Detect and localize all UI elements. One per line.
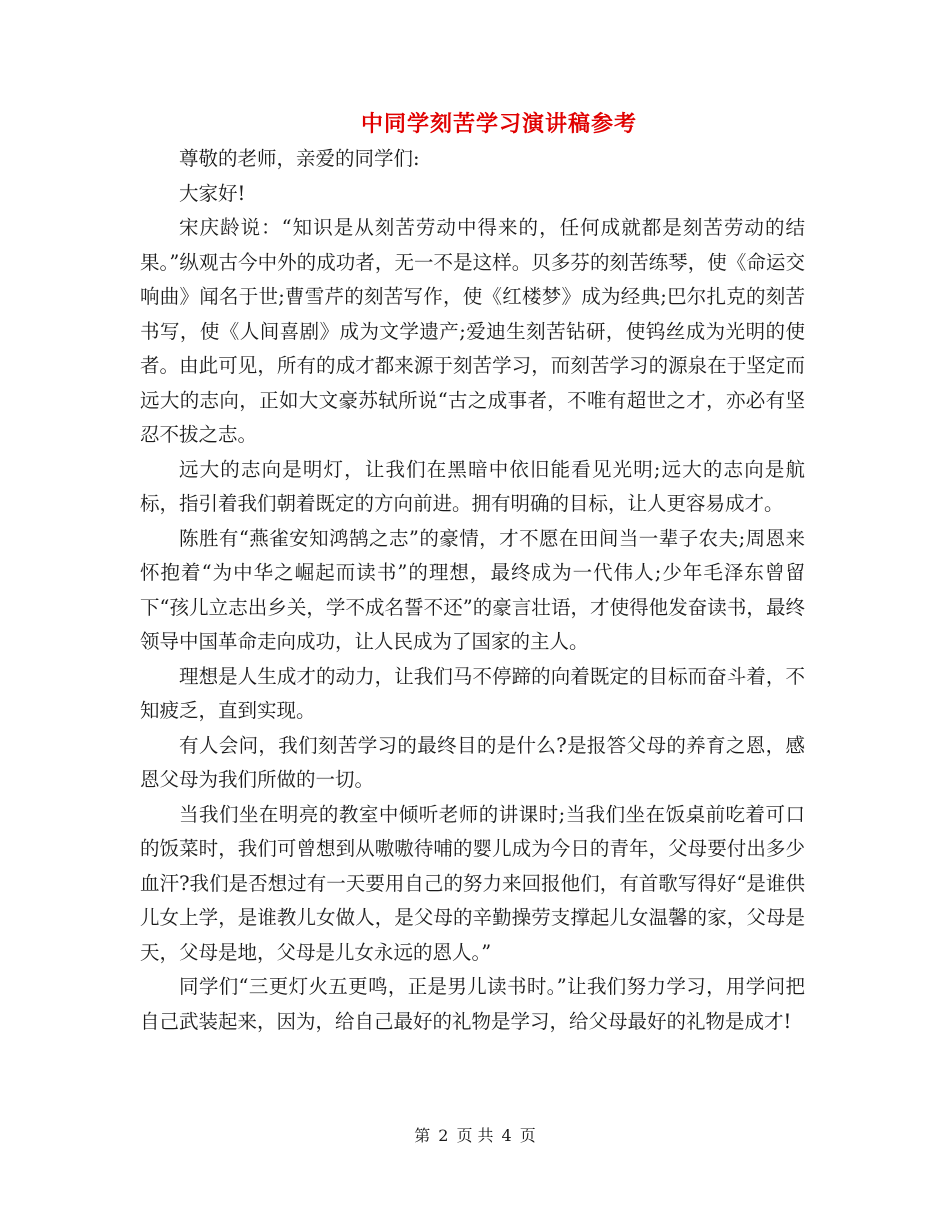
- footer-page-prefix: 第: [414, 1126, 431, 1145]
- page-footer: [0, 1124, 950, 1148]
- document-title: 中同学刻苦学习演讲稿参考: [360, 112, 637, 137]
- paragraph-2: 远大的志向是明灯，让我们在黑暗中依旧能看见光明;远大的志向是航标，指引着我们朝着既定的方向前进。拥有明确的目标，让人更容易成才。: [140, 457, 805, 515]
- paragraph-5: 有人会问，我们刻苦学习的最终目的是什么?是报答父母的养育之恩，感恩父母为我们所做的一切。: [140, 733, 805, 791]
- paragraph-salutation: 尊敬的老师，亲爱的同学们:: [179, 147, 420, 170]
- footer-page-suffix: 页: [519, 1126, 536, 1145]
- paragraph-7: 同学们“三更灯火五更鸣，正是男儿读书时。”让我们努力学习，用学问把自己武装起来，因为，给自己最好的礼物是学习，给父母最好的礼物是成才!: [140, 975, 805, 1033]
- footer-page-mid: 页 共: [456, 1126, 494, 1145]
- paragraph-6: 当我们坐在明亮的教室中倾听老师的讲课时;当我们坐在饭桌前吃着可口的饭菜时，我们可曾想到从嗷嗷待哺的婴儿成为今日的青年，父母要付出多少血汗?我们是否想过有一天要用自己的努力来回报他们，有首歌写得好“是谁供儿女上学，是谁教儿女做人，是父母的辛勤操劳支撑起儿女温馨的家，父母是天，父母是地，父母是儿女永远的恩人。”: [140, 802, 805, 964]
- footer-page-number: 2: [438, 1126, 449, 1145]
- paragraph-greeting: 大家好!: [179, 181, 246, 205]
- document-body: [140, 142, 805, 1039]
- footer-total-pages: 4: [501, 1126, 512, 1145]
- paragraph-1: 宋庆龄说：“知识是从刻苦劳动中得来的，任何成就都是刻苦劳动的结果。”纵观古今中外的成功者，无一不是这样。贝多芬的刻苦练琴，使《命运交响曲》闻名于世;曹雪芹的刻苦写作，使《红楼梦》成为经典;巴尔扎克的刻苦书写，使《人间喜剧》成为文学遗产;爱迪生刻苦钻研，使钨丝成为光明的使者。由此可见，所有的成才都来源于刻苦学习，而刻苦学习的源泉在于坚定而远大的志向，正如大文豪苏轼所说“古之成事者，不唯有超世之才，亦必有坚忍不拔之志。: [140, 216, 805, 446]
- paragraph-4: 理想是人生成才的动力，让我们马不停蹄的向着既定的目标而奋斗着，不知疲乏，直到实现。: [140, 664, 805, 722]
- paragraph-3: 陈胜有“燕雀安知鸿鹄之志”的豪情，才不愿在田间当一辈子农夫;周恩来怀抱着“为中华之崛起而读书”的理想，最终成为一代伟人;少年毛泽东曾留下“孩儿立志出乡关，学不成名誓不还”的豪言壮语，才使得他发奋读书，最终领导中国革命走向成功，让人民成为了国家的主人。: [140, 526, 805, 653]
